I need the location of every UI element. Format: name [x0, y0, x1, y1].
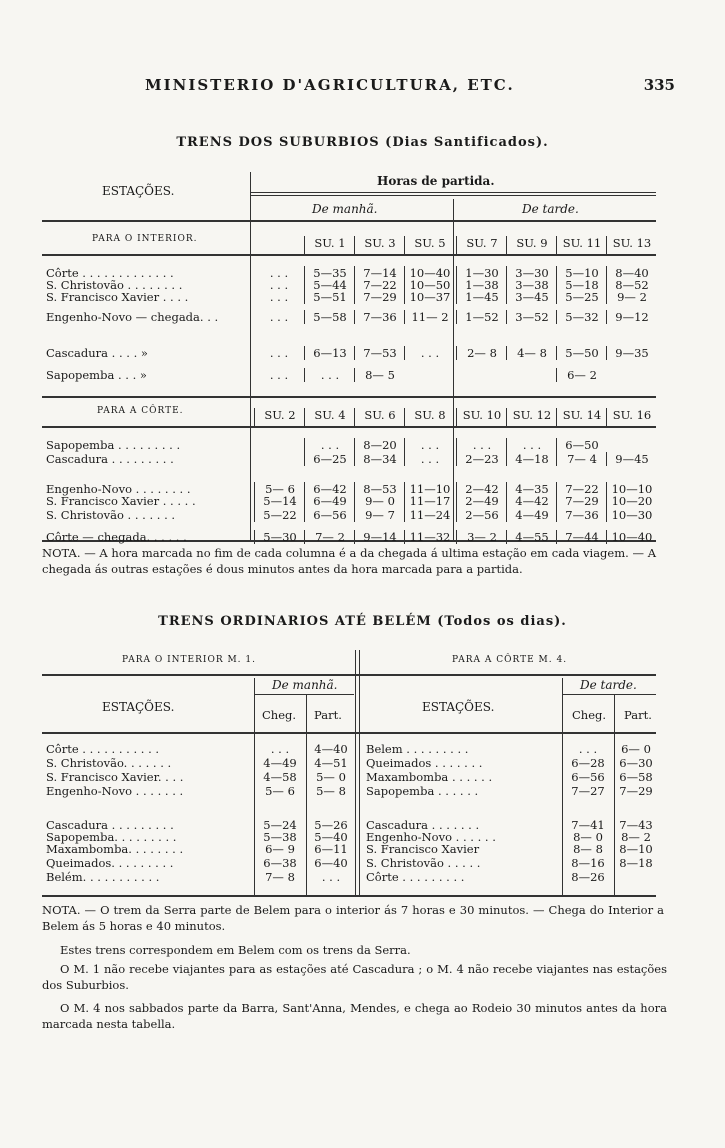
time-cell: 5—51 — [304, 290, 355, 304]
time-cell: 8—20 — [354, 438, 405, 452]
interior-train-header: SU. 9 — [506, 236, 557, 254]
time-cell: 9— 7 — [354, 508, 405, 522]
time-cell: 6—13 — [304, 346, 355, 360]
tarde-header: De tarde. — [522, 202, 579, 216]
interior-station: Cascadura . . . . » — [46, 346, 148, 360]
belem-right-cheg-cell: 6—28 — [571, 756, 605, 770]
belem-left-part-cell: 5—40 — [314, 830, 348, 844]
col-estacoes-header: ESTAÇÕES. — [102, 184, 175, 198]
time-cell: 6— 2 — [556, 368, 607, 382]
time-cell: 5—18 — [556, 278, 607, 292]
interior-dots: . . . — [269, 266, 289, 280]
corte-train-header: SU. 10 — [456, 408, 507, 426]
manha-header: De manhã. — [312, 202, 378, 216]
belem-right-cheg-cell: 8—16 — [571, 856, 605, 870]
belem-left-part-cell: 4—40 — [314, 742, 348, 756]
time-cell: 1—38 — [456, 278, 507, 292]
time-cell: 4—49 — [506, 508, 557, 522]
suburbios-timetable — [42, 172, 656, 542]
time-cell: 4—55 — [506, 530, 557, 544]
interior-train-header: SU. 7 — [456, 236, 507, 254]
belem-right-label: PARA A CÔRTE M. 4. — [452, 655, 568, 665]
interior-station: S. Christovão . . . . . . . . — [46, 278, 183, 292]
belem-left-cheg-cell: 5— 6 — [265, 784, 295, 798]
belem-manha-header: De manhã. — [272, 678, 338, 692]
time-cell: . . . — [404, 452, 455, 466]
time-cell: 5—35 — [304, 266, 355, 280]
belem-right-estacoes: ESTAÇÕES. — [422, 700, 495, 714]
time-cell: 8—34 — [354, 452, 405, 466]
time-cell: 3— 2 — [456, 530, 507, 544]
interior-station: Engenho-Novo — chegada. . . — [46, 310, 219, 324]
time-cell: 4—42 — [506, 494, 557, 508]
belem-right-station: S. Francisco Xavier — [366, 842, 480, 856]
belem-left-cheg-cell: 6—38 — [263, 856, 297, 870]
time-cell: 11—10 — [404, 482, 455, 496]
belem-left-station: Cascadura . . . . . . . . . — [46, 818, 174, 832]
belem-left-cheg: Cheg. — [262, 708, 297, 722]
time-cell: 10—10 — [606, 482, 657, 496]
time-cell: . . . — [404, 346, 455, 360]
belem-left-station: Queimados. . . . . . . . . — [46, 856, 174, 870]
time-cell: 5—14 — [254, 494, 305, 508]
belem-left-cheg-cell: 6— 9 — [265, 842, 295, 856]
time-cell: 5—32 — [556, 310, 607, 324]
horas-partida-header: Horas de partida. — [377, 174, 495, 188]
corte-train-header: SU. 6 — [354, 408, 405, 426]
time-cell: 5—30 — [254, 530, 305, 544]
interior-label: PARA O INTERIOR. — [92, 234, 198, 244]
time-cell: 8— 5 — [354, 368, 405, 382]
belem-left-cheg-cell: 7— 8 — [265, 870, 295, 884]
belem-right-station: S. Christovão . . . . . — [366, 856, 481, 870]
belem-right-part-cell: 7—43 — [619, 818, 653, 832]
time-cell: 10—20 — [606, 494, 657, 508]
belem-left-part-cell: 5—26 — [314, 818, 348, 832]
belem-right-station: Belem . . . . . . . . . — [366, 742, 469, 756]
corte-train-header: SU. 4 — [304, 408, 355, 426]
time-cell: 6—49 — [304, 494, 355, 508]
time-cell: . . . — [506, 438, 557, 452]
time-cell: 10—30 — [606, 508, 657, 522]
time-cell: . . . — [304, 438, 355, 452]
time-cell: 5— 6 — [254, 482, 305, 496]
time-cell: . . . — [456, 438, 507, 452]
belem-right-cheg-cell: 6—56 — [571, 770, 605, 784]
time-cell: . . . — [404, 438, 455, 452]
time-cell: 5—10 — [556, 266, 607, 280]
time-cell: 7—36 — [556, 508, 607, 522]
belem-right-station: Sapopemba . . . . . . — [366, 784, 479, 798]
interior-station: Côrte . . . . . . . . . . . . . — [46, 266, 174, 280]
belem-right-part-cell: 8—18 — [619, 856, 653, 870]
time-cell: 1—30 — [456, 266, 507, 280]
running-header: MINISTERIO D'AGRICULTURA, ETC. — [145, 76, 515, 94]
belem-right-part-cell: 7—29 — [619, 784, 653, 798]
belem-right-part-cell: 6—30 — [619, 756, 653, 770]
belem-left-station: Maxambomba. . . . . . . . — [46, 842, 184, 856]
belem-title: TRENS ORDINARIOS ATÉ BELÉM (Todos os dias). — [158, 614, 567, 629]
suburbios-note: NOTA. — A hora marcada no fim de cada columna é a da chegada á ultima estação em cada viagem. — A chegada ás outras estações é dous minutos antes da hora marcada para a partida. — [42, 546, 656, 576]
time-cell: 11—24 — [404, 508, 455, 522]
time-cell: 9—12 — [606, 310, 657, 324]
time-cell: 9—45 — [606, 452, 657, 466]
time-cell: 2—23 — [456, 452, 507, 466]
time-cell: 6—42 — [304, 482, 355, 496]
belem-note-1: NOTA. — O trem da Serra parte de Belem para o interior ás 7 horas e 30 minutos. — Chega do Interior a Belem ás 5 horas e 40 minutos. — [42, 903, 664, 933]
time-cell: 7—22 — [354, 278, 405, 292]
interior-train-header: SU. 11 — [556, 236, 607, 254]
belem-left-part: Part. — [314, 708, 342, 722]
belem-right-part-cell: 6— 0 — [621, 742, 651, 756]
time-cell: 7— 4 — [556, 452, 607, 466]
interior-station: S. Francisco Xavier . . . . — [46, 290, 189, 304]
belem-right-station: Cascadura . . . . . . . — [366, 818, 480, 832]
time-cell: 7—22 — [556, 482, 607, 496]
time-cell: 2—42 — [456, 482, 507, 496]
interior-train-header: SU. 3 — [354, 236, 405, 254]
interior-dots: . . . — [269, 346, 289, 360]
belem-left-station: S. Christovão. . . . . . . — [46, 756, 172, 770]
interior-dots: . . . — [269, 368, 289, 382]
belem-right-station: Engenho-Novo . . . . . . — [366, 830, 496, 844]
suburbios-title: TRENS DOS SUBURBIOS (Dias Santificados). — [176, 135, 549, 150]
corte-station: Sapopemba . . . . . . . . . — [46, 438, 181, 452]
time-cell: 11—17 — [404, 494, 455, 508]
belem-right-cheg-cell: . . . — [578, 742, 598, 756]
interior-train-header: SU. 5 — [404, 236, 455, 254]
belem-left-station: Sapopemba. . . . . . . . . — [46, 830, 177, 844]
corte-station: S. Christovão . . . . . . . — [46, 508, 176, 522]
belem-left-part-cell: 5— 0 — [316, 770, 346, 784]
corte-train-header: SU. 14 — [556, 408, 607, 426]
belem-left-estacoes: ESTAÇÕES. — [102, 700, 175, 714]
time-cell: 3—30 — [506, 266, 557, 280]
belem-timetable — [42, 650, 656, 900]
time-cell: 6—25 — [304, 452, 355, 466]
corte-station: Côrte — chegada. . . . . . — [46, 530, 187, 544]
belem-note-3: O M. 1 não recebe viajantes para as estações até Cascadura ; o M. 4 não recebe viajantes nas estações dos Suburbios. — [42, 962, 667, 992]
time-cell: 9—35 — [606, 346, 657, 360]
belem-left-station: Engenho-Novo . . . . . . . — [46, 784, 184, 798]
time-cell: 1—52 — [456, 310, 507, 324]
time-cell: 5—50 — [556, 346, 607, 360]
time-cell: 7—14 — [354, 266, 405, 280]
belem-left-cheg-cell: 5—24 — [263, 818, 297, 832]
belem-right-station: Maxambomba . . . . . . — [366, 770, 493, 784]
time-cell: 7— 2 — [304, 530, 355, 544]
interior-station: Sapopemba . . . » — [46, 368, 147, 382]
interior-dots: . . . — [269, 278, 289, 292]
time-cell: 10—40 — [404, 266, 455, 280]
corte-station: Cascadura . . . . . . . . . — [46, 452, 174, 466]
belem-right-station: Queimados . . . . . . . — [366, 756, 483, 770]
time-cell: 8—52 — [606, 278, 657, 292]
belem-left-cheg-cell: 4—58 — [263, 770, 297, 784]
interior-train-header: SU. 1 — [304, 236, 355, 254]
belem-right-cheg-cell: 8—26 — [571, 870, 605, 884]
time-cell: 11— 2 — [404, 310, 455, 324]
time-cell: 3—38 — [506, 278, 557, 292]
time-cell: 7—36 — [354, 310, 405, 324]
interior-train-header: SU. 13 — [606, 236, 657, 254]
belem-left-station: Côrte . . . . . . . . . . . — [46, 742, 160, 756]
time-cell: 5—44 — [304, 278, 355, 292]
time-cell: 7—44 — [556, 530, 607, 544]
time-cell: 8—53 — [354, 482, 405, 496]
belem-left-cheg-cell: 4—49 — [263, 756, 297, 770]
belem-left-part-cell: . . . — [321, 870, 341, 884]
belem-right-cheg-cell: 8— 8 — [573, 842, 603, 856]
corte-train-header: SU. 12 — [506, 408, 557, 426]
belem-right-cheg-cell: 8— 0 — [573, 830, 603, 844]
corte-train-header: SU. 16 — [606, 408, 657, 426]
corte-label: PARA A CÔRTE. — [97, 406, 184, 416]
belem-left-part-cell: 4—51 — [314, 756, 348, 770]
time-cell: 7—29 — [354, 290, 405, 304]
time-cell: 3—45 — [506, 290, 557, 304]
belem-right-station: Côrte . . . . . . . . . — [366, 870, 465, 884]
interior-dots: . . . — [269, 310, 289, 324]
belem-left-part-cell: 5— 8 — [316, 784, 346, 798]
time-cell: 2— 8 — [456, 346, 507, 360]
interior-dots: . . . — [269, 290, 289, 304]
belem-left-station: Belém. . . . . . . . . . . — [46, 870, 160, 884]
time-cell: 4—35 — [506, 482, 557, 496]
time-cell: . . . — [304, 368, 355, 382]
belem-left-part-cell: 6—40 — [314, 856, 348, 870]
belem-note-2: Estes trens correspondem em Belem com os trens da Serra. — [60, 943, 411, 957]
belem-left-label: PARA O INTERIOR M. 1. — [122, 655, 256, 665]
time-cell: 6—56 — [304, 508, 355, 522]
time-cell: 10—37 — [404, 290, 455, 304]
belem-right-cheg: Cheg. — [572, 708, 607, 722]
time-cell: 4— 8 — [506, 346, 557, 360]
time-cell: 11—32 — [404, 530, 455, 544]
belem-left-cheg-cell: 5—38 — [263, 830, 297, 844]
belem-right-part-cell: 6—58 — [619, 770, 653, 784]
belem-left-station: S. Francisco Xavier. . . . — [46, 770, 184, 784]
time-cell: 2—49 — [456, 494, 507, 508]
time-cell: 5—22 — [254, 508, 305, 522]
time-cell: 10—40 — [606, 530, 657, 544]
corte-train-header: SU. 2 — [254, 408, 305, 426]
belem-tarde-header: De tarde. — [580, 678, 637, 692]
time-cell: 6—50 — [556, 438, 607, 452]
belem-right-part-cell: 8—10 — [619, 842, 653, 856]
belem-right-cheg-cell: 7—27 — [571, 784, 605, 798]
time-cell: 3—52 — [506, 310, 557, 324]
time-cell: 1—45 — [456, 290, 507, 304]
time-cell: 10—50 — [404, 278, 455, 292]
belem-left-part-cell: 6—11 — [314, 842, 348, 856]
corte-station: Engenho-Novo . . . . . . . . — [46, 482, 191, 496]
belem-right-part: Part. — [624, 708, 652, 722]
belem-note-4: O M. 4 nos sabbados parte da Barra, Sant'Anna, Mendes, e chega ao Rodeio 30 minutos antes da hora marcada nesta tabella. — [42, 1001, 667, 1031]
time-cell: 5—25 — [556, 290, 607, 304]
time-cell: 2—56 — [456, 508, 507, 522]
time-cell: 7—29 — [556, 494, 607, 508]
time-cell: 7—53 — [354, 346, 405, 360]
belem-left-cheg-cell: . . . — [270, 742, 290, 756]
time-cell: 8—40 — [606, 266, 657, 280]
corte-station: S. Francisco Xavier . . . . . — [46, 494, 196, 508]
time-cell: 5—58 — [304, 310, 355, 324]
corte-train-header: SU. 8 — [404, 408, 455, 426]
page-number: 335 — [643, 76, 675, 94]
time-cell: 9— 2 — [606, 290, 657, 304]
time-cell: 9— 0 — [354, 494, 405, 508]
time-cell: 4—18 — [506, 452, 557, 466]
belem-right-cheg-cell: 7—41 — [571, 818, 605, 832]
time-cell: 9—14 — [354, 530, 405, 544]
belem-right-part-cell: 8— 2 — [621, 830, 651, 844]
